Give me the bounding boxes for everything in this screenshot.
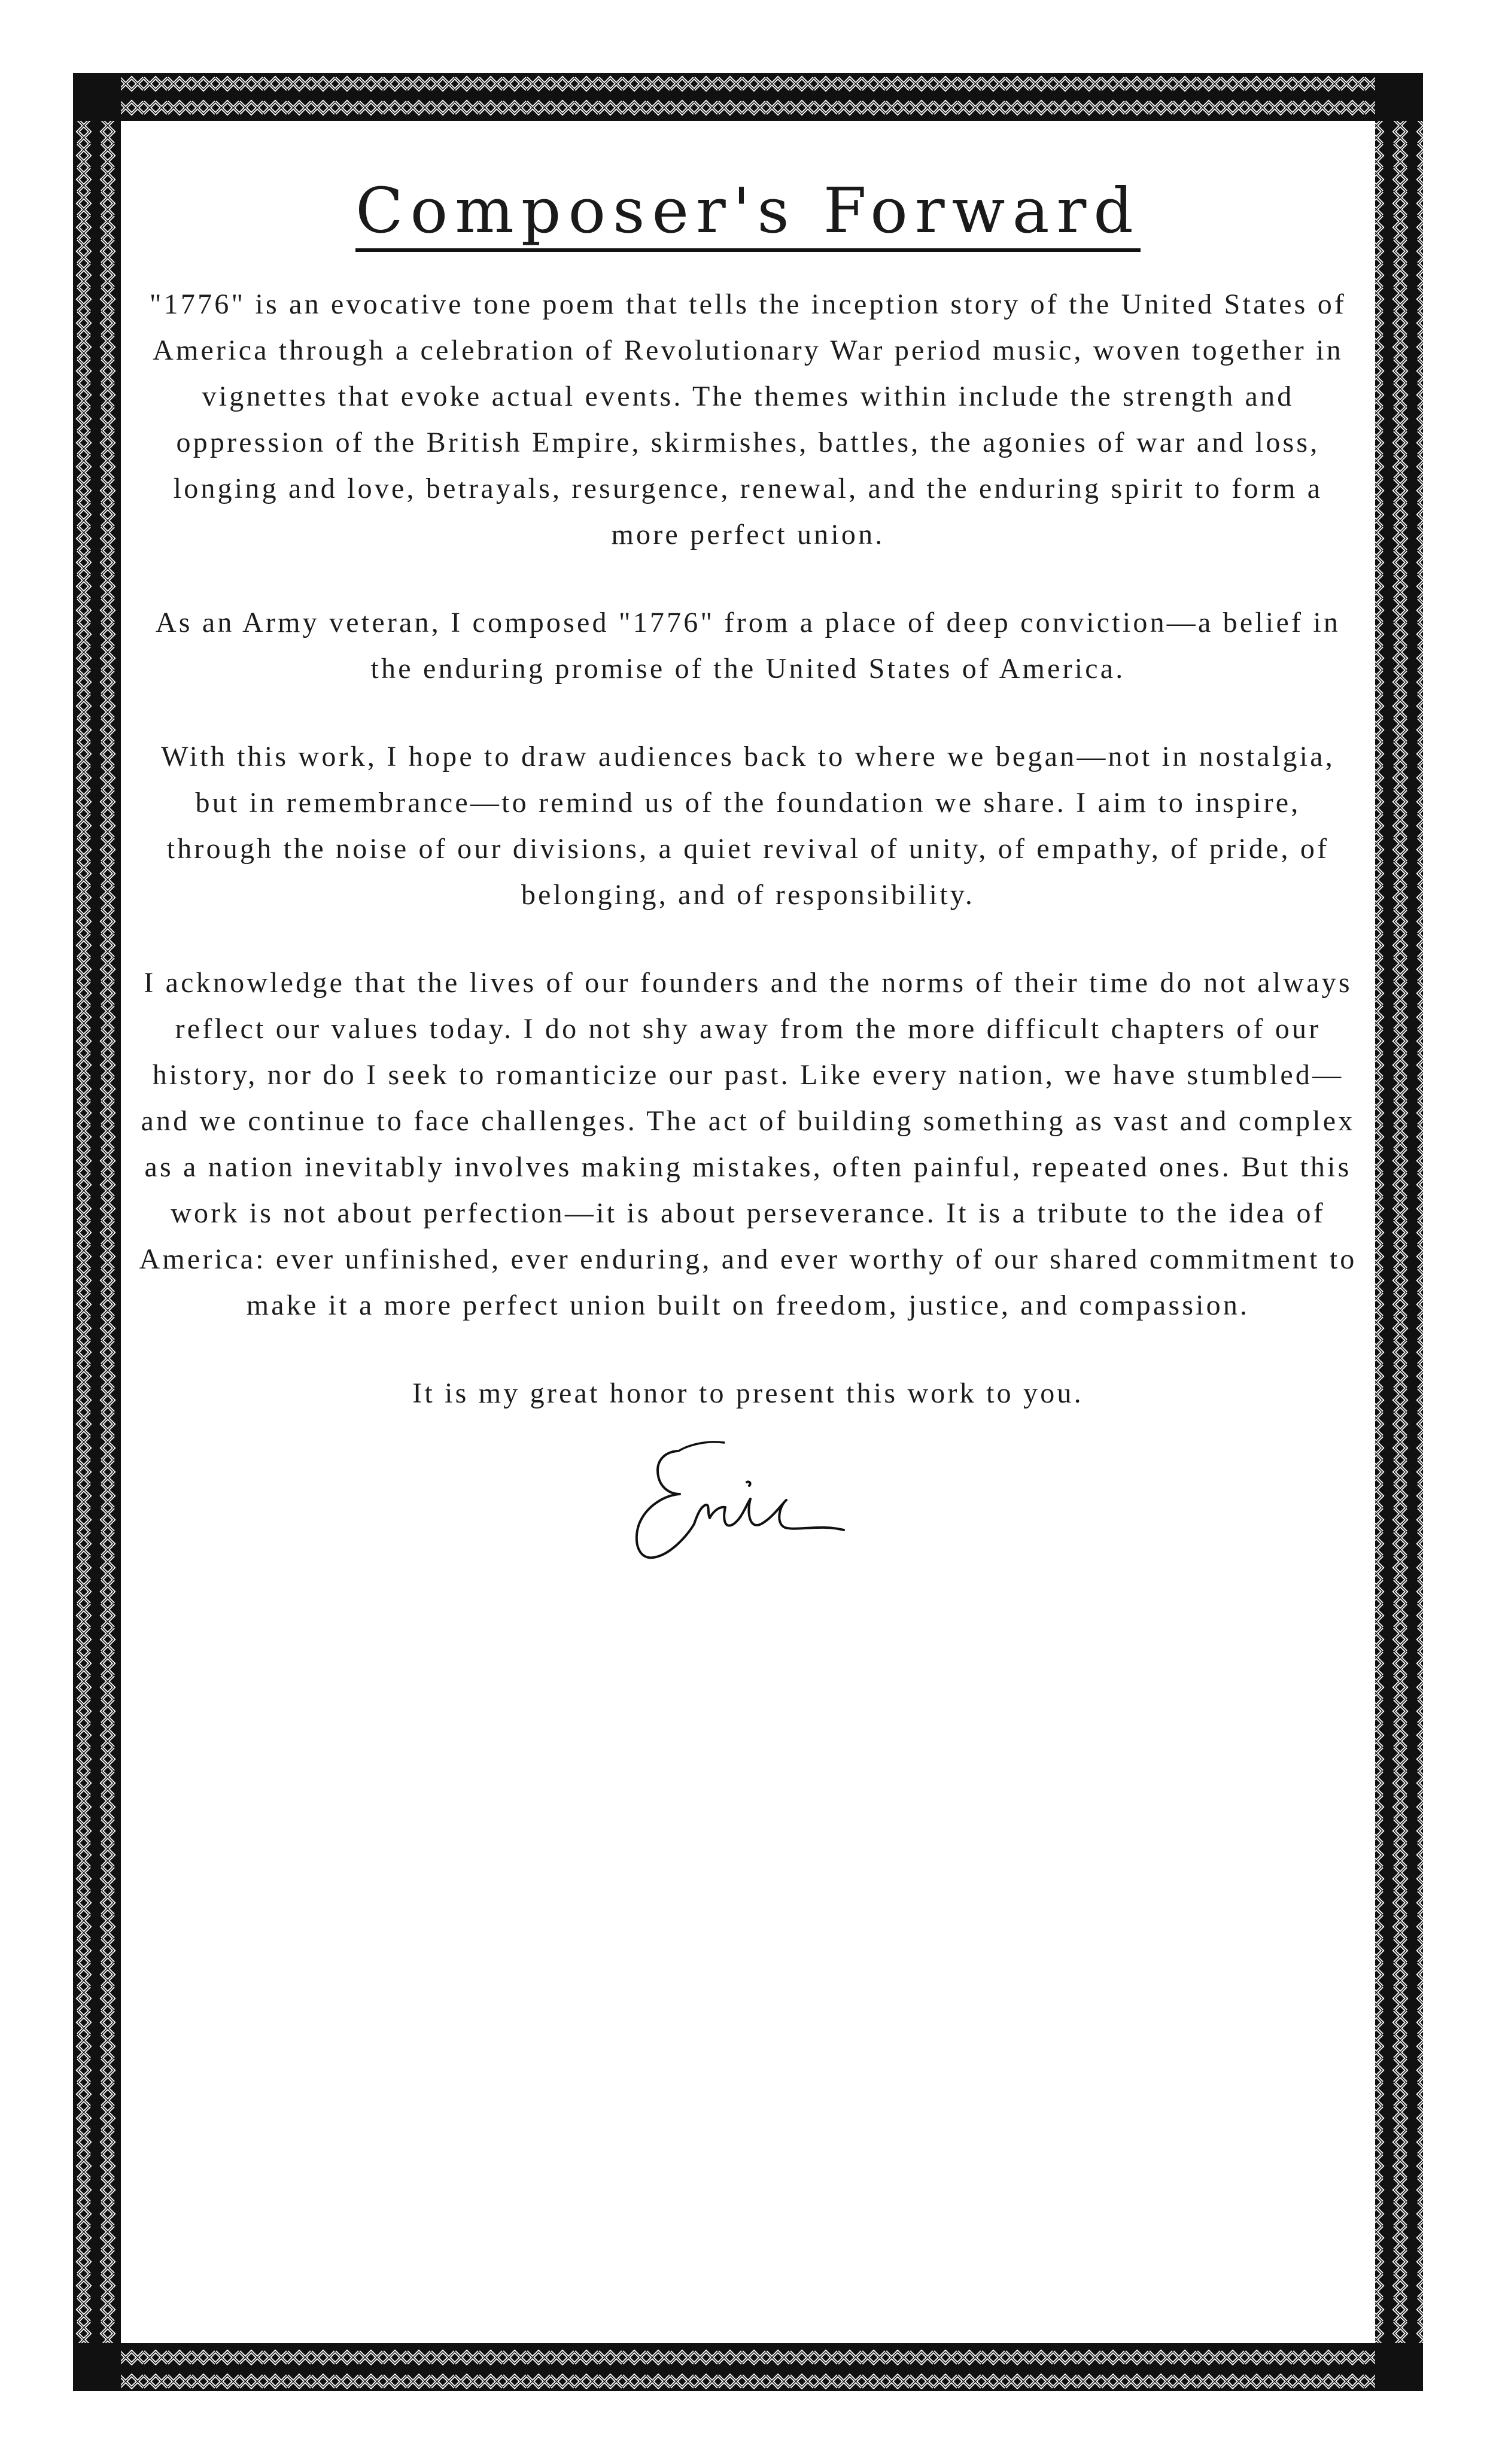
- closing-line: It is my great honor to present this work to you.: [412, 1377, 1084, 1409]
- paragraph-hope: With this work, I hope to draw audiences back to where we began—not in nostalgia, but in remembrance—to remind us of the foundation we share. I aim to inspire, through the noise of our divisions, a quiet revival of unity, of empathy, of pride, of belonging, and of responsibility.: [161, 740, 1335, 911]
- forward-content: [138, 174, 1358, 1572]
- paragraph-intro: "1776" is an evocative tone poem that tells the inception story of the United States of America through a celebration of Revolutionary War period music, woven together in vignettes that evoke actual events. The themes within include the strength and oppression of the British Empire, skirmishes, battles, the agonies of war and loss, longing and love, betrayals, resurgence, renewal, and the enduring spirit to form a more perfect union.: [149, 288, 1347, 550]
- paragraph-acknowledgement: I acknowledge that the lives of our founders and the norms of their time do not always reflect our values today. I do not shy away from the more difficult chapters of our history, nor do I seek to romanticize our past. Like every nation, we have stumbled—and we continue to face challenges. The act of building something as vast and complex as a nation inevitably involves making mistakes, often painful, repeated ones. But this work is not about perfection—it is about perseverance. It is a tribute to the idea of America: ever unfinished, ever enduring, and ever worthy of our shared commitment to make it a more perfect union built on freedom, justice, and compassion.: [139, 966, 1357, 1321]
- page-title: Composer's Forward: [138, 174, 1358, 248]
- paragraph-veteran: As an Army veteran, I composed "1776" from a place of deep conviction—a belief in the enduring promise of the United States of America.: [155, 606, 1341, 685]
- handwritten-signature: [622, 1434, 874, 1572]
